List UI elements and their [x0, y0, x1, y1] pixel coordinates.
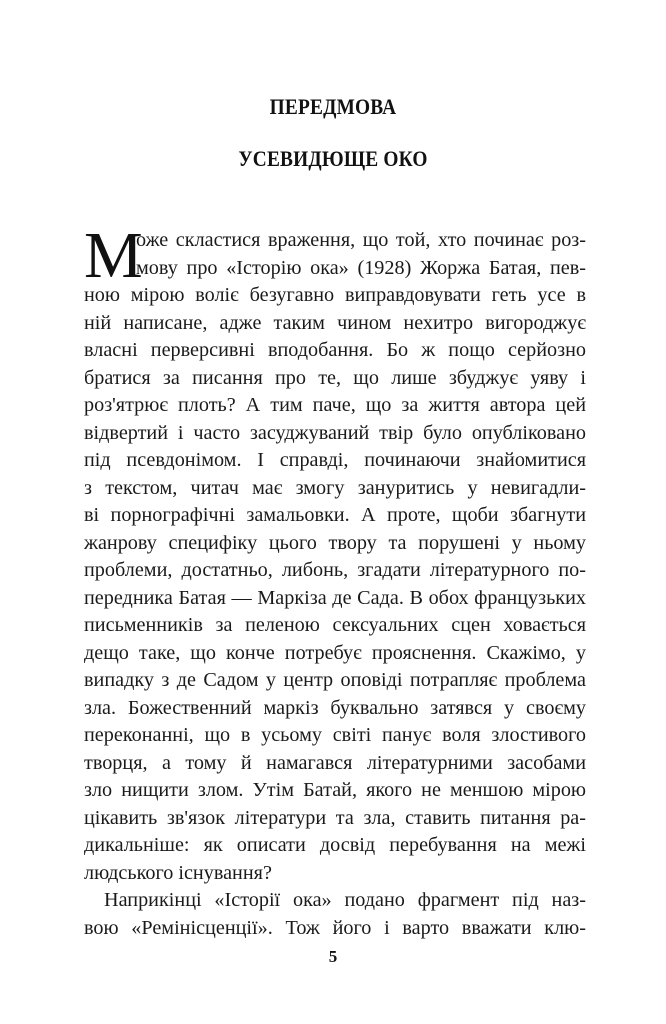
- text-line: братися за писання про те, що лише збуджує уяву і: [84, 366, 586, 389]
- text-line: випадку з де Садом у центр оповіді потрапляє проблема: [84, 669, 586, 691]
- text-line: проблеми, достатньо, либонь, згадати літературного по-: [84, 559, 586, 581]
- text-line: власні перверсивні вподобання. Бо ж пощо серйозно: [84, 339, 586, 361]
- text-line: Наприкінці «Історії ока» подано фрагмент під наз-: [104, 889, 586, 911]
- text-line: зло нищити злом. Утім Батай, якого не меншою мірою: [84, 779, 586, 801]
- text-line: роз'ятрює плоть? А тим паче, що за життя автора цей: [84, 394, 586, 416]
- text-line: під псевдонімом. І справді, починаючи знайомитися: [84, 449, 586, 471]
- drop-cap: М: [84, 219, 143, 292]
- text-line: творця, а тому й намагався літературними засобами: [84, 751, 586, 774]
- text-line: зла. Божественний маркіз буквально затявся у своєму: [84, 696, 586, 719]
- chapter-subheading: УСЕВИДЮЩЕ ОКО: [238, 146, 428, 171]
- text-line: оже скластися враження, що той, хто починає роз-: [136, 229, 586, 251]
- text-line: мову про «Історію ока» (1928) Жоржа Батая, пев-: [136, 256, 586, 279]
- text-line: переконанні, що в усьому світі панує воля злостивого: [84, 724, 586, 746]
- text-line: людського існування?: [84, 861, 272, 884]
- text-line: письменників за пеленою сексуальних сцен ховається: [84, 614, 586, 636]
- text-line: вою «Ремінісценції». Тож його і варто вважати клю-: [84, 916, 586, 939]
- text-line: передника Батая — Маркіза де Сада. В обох французьких: [84, 586, 586, 609]
- chapter-heading: ПЕРЕДМОВА: [269, 94, 397, 119]
- text-line: жанрову специфіку цього твору та порушені у ньому: [84, 531, 586, 554]
- text-line: ві порнографічні замальовки. А проте, щоби збагнути: [84, 504, 586, 526]
- text-line: ною мірою воліє безугавно виправдовувати геть усе в: [84, 284, 586, 306]
- text-line: дикальніше: як описати досвід перебування на межі: [84, 834, 586, 856]
- text-line: відвертий і часто засуджуваний твір було опубліковано: [84, 421, 586, 444]
- text-line: ній написане, адже таким чином нехитро вигороджує: [84, 311, 586, 334]
- text-line: з текстом, читач має змогу зануритись у невигадли-: [84, 476, 586, 499]
- page-number: 5: [328, 947, 338, 966]
- body-text: [84, 219, 586, 942]
- text-line: цікавить зв'язок літератури та зла, ставить питання ра-: [84, 806, 586, 829]
- text-line: дещо таке, що конче потребує прояснення. Скажімо, у: [84, 641, 586, 664]
